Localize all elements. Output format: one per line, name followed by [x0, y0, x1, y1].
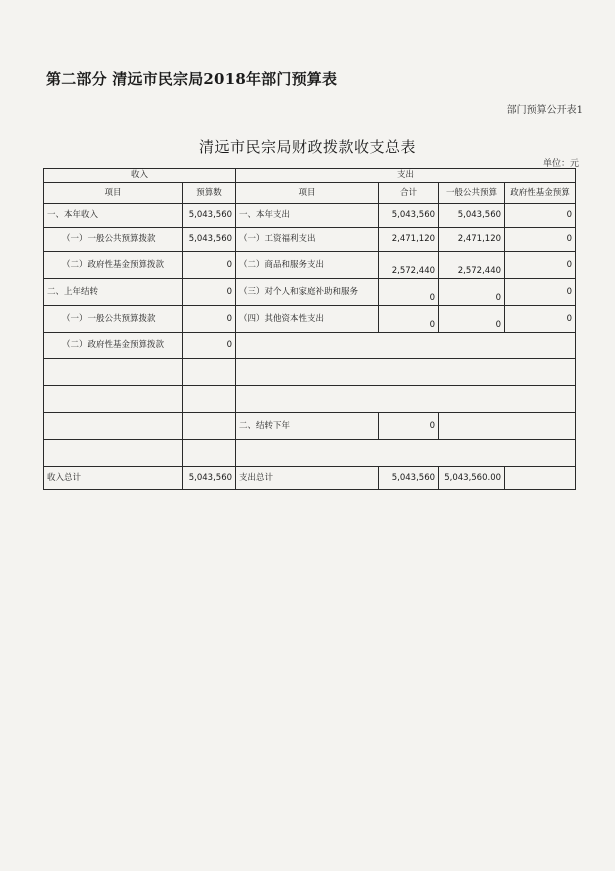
expense-item-cell: （一）工资福利支出 [236, 228, 379, 252]
blank-expense-cell [439, 413, 576, 440]
expense-total-cell: 5,043,560 [379, 204, 439, 228]
table-row [44, 386, 576, 413]
income-value-cell [183, 440, 236, 467]
income-value-cell: 0 [183, 306, 236, 333]
page-heading: 第二部分 清远市民宗局2018年部门预算表 [46, 70, 338, 88]
expense-fund-cell: 0 [505, 204, 576, 228]
expense-total-cell: 0 [379, 413, 439, 440]
expense-item-cell: 二、结转下年 [236, 413, 379, 440]
expense-item-cell: 一、本年支出 [236, 204, 379, 228]
blank-expense-cell [236, 359, 576, 386]
income-value-cell: 5,043,560 [183, 204, 236, 228]
col-expense-item: 项目 [236, 183, 379, 204]
expense-total-label: 支出总计 [236, 467, 379, 490]
table-row [44, 306, 576, 333]
expense-general-cell: 0 [439, 279, 505, 306]
income-item-cell [44, 440, 183, 467]
expense-general-cell: 2,572,440 [439, 252, 505, 279]
header-column-row [44, 183, 576, 204]
budget-summary-table [43, 168, 576, 490]
expense-general-cell: 5,043,560 [439, 204, 505, 228]
table-id-label: 部门预算公开表1 [506, 105, 583, 116]
unit-label: 单位：元 [542, 159, 579, 169]
expense-fund-cell: 0 [505, 279, 576, 306]
expense-fund-cell: 0 [505, 306, 576, 333]
expense-item-cell: （四）其他资本性支出 [236, 306, 379, 333]
expense-total-cell: 2,572,440 [379, 252, 439, 279]
income-item-cell: （一）一般公共预算拨款 [44, 306, 183, 333]
income-item-cell: （二）政府性基金预算拨款 [44, 252, 183, 279]
expense-general-cell: 2,471,120 [439, 228, 505, 252]
expense-general-total-value: 5,043,560.00 [439, 467, 505, 490]
expense-fund-cell: 0 [505, 252, 576, 279]
col-expense-fund: 政府性基金预算 [505, 183, 576, 204]
table-row [44, 204, 576, 228]
col-income-budget: 预算数 [183, 183, 236, 204]
col-expense-general: 一般公共预算 [439, 183, 505, 204]
expense-general-cell: 0 [439, 306, 505, 333]
col-income-item: 项目 [44, 183, 183, 204]
income-item-cell [44, 413, 183, 440]
table-row [44, 228, 576, 252]
expense-total-cell: 2,471,120 [379, 228, 439, 252]
blank-expense-cell [236, 386, 576, 413]
table-row [44, 359, 576, 386]
col-expense-total: 合计 [379, 183, 439, 204]
income-item-cell [44, 386, 183, 413]
expense-total-value: 5,043,560 [379, 467, 439, 490]
income-value-cell [183, 359, 236, 386]
expense-item-cell: （二）商品和服务支出 [236, 252, 379, 279]
table-title: 清远市民宗局财政拨款收支总表 [198, 138, 416, 156]
income-value-cell: 0 [183, 252, 236, 279]
blank-expense-cell [236, 333, 576, 359]
expense-total-cell: 0 [379, 306, 439, 333]
blank-expense-cell [236, 440, 576, 467]
income-total-value: 5,043,560 [183, 467, 236, 490]
income-value-cell [183, 413, 236, 440]
expense-fund-cell: 0 [505, 228, 576, 252]
expense-total-cell: 0 [379, 279, 439, 306]
header-group-row [44, 169, 576, 183]
income-item-cell: 一、本年收入 [44, 204, 183, 228]
income-item-cell: （一）一般公共预算拨款 [44, 228, 183, 252]
table-row [44, 413, 576, 440]
table-row [44, 440, 576, 467]
income-value-cell: 0 [183, 333, 236, 359]
total-row [44, 467, 576, 490]
income-header: 收入 [44, 169, 236, 183]
income-value-cell [183, 386, 236, 413]
income-item-cell: 二、上年结转 [44, 279, 183, 306]
table-row [44, 333, 576, 359]
income-total-label: 收入总计 [44, 467, 183, 490]
income-value-cell: 5,043,560 [183, 228, 236, 252]
expense-item-cell: （三）对个人和家庭补助和服务 [236, 279, 379, 306]
income-item-cell [44, 359, 183, 386]
income-item-cell: （二）政府性基金预算拨款 [44, 333, 183, 359]
income-value-cell: 0 [183, 279, 236, 306]
expense-header: 支出 [236, 169, 576, 183]
table-row [44, 252, 576, 279]
expense-fund-total-value [505, 467, 576, 490]
table-row [44, 279, 576, 306]
